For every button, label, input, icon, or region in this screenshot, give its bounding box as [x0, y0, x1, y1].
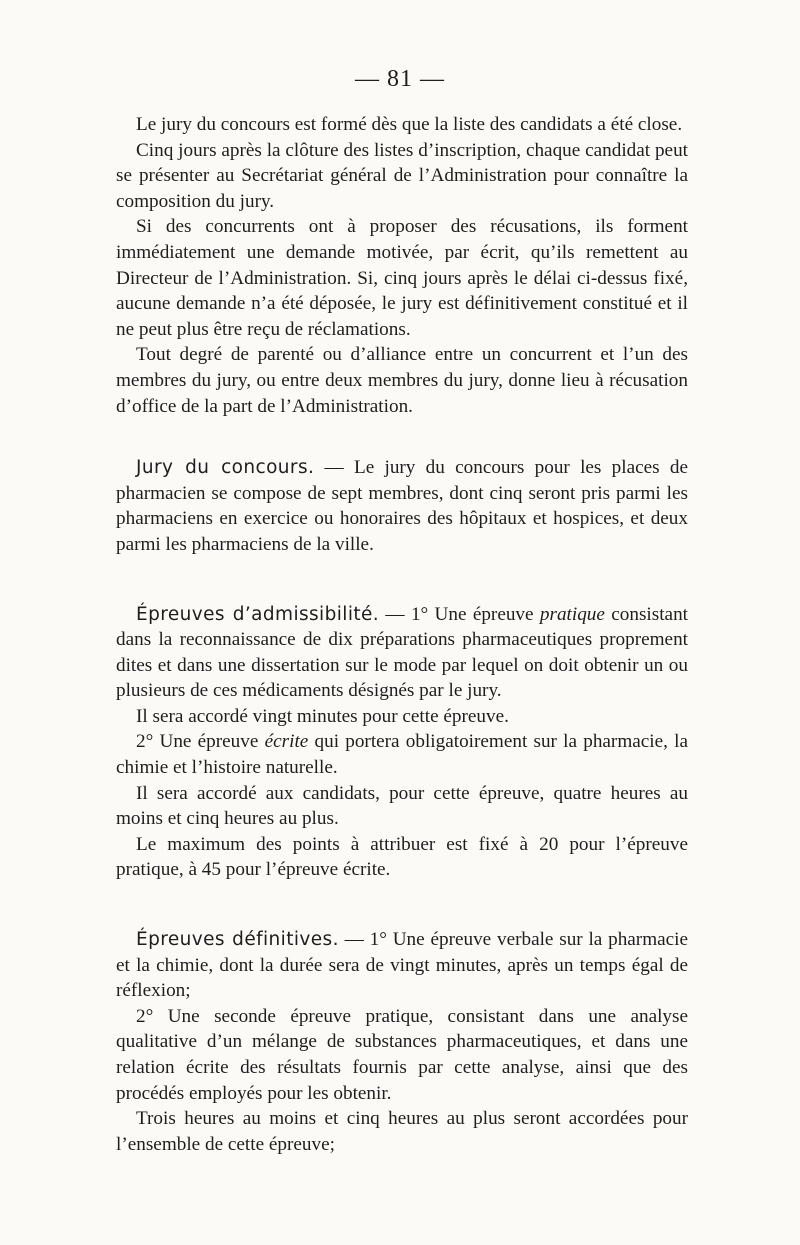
paragraph-admissibilite-3: [116, 729, 688, 780]
admissibilite-text-a: — 1° Une épreuve: [379, 603, 540, 625]
paragraph-recusations: Si des concurrents ont à proposer des récusations, ils forment immédiatement une demande motivée, par écrit, qu’ils remettent au Directeur de l’Administration. Si, cinq jours après le délai ci-dessus fixé, aucune demande n’a été déposée, le jury est définitivement constitué et il ne peut plus être reçu de réclamations.: [116, 216, 688, 340]
admissibilite-3-text-b: qui portera obligatoirement sur la pharmacie, la chimie et l’histoire naturelle.: [116, 731, 688, 779]
section-heading-jury: Jury du concours.: [136, 457, 315, 479]
section-admissibilite: [116, 602, 688, 884]
section-heading-definitives: Épreuves définitives.: [136, 929, 339, 951]
paragraph-definitives-1: [116, 927, 688, 1004]
paragraph-admissibilite-2: Il sera accordé vingt minutes pour cette épreuve.: [136, 705, 509, 727]
paragraph-admissibilite-1: [116, 602, 688, 704]
paragraph-admissibilite-4: Il sera accordé aux candidats, pour cette épreuve, quatre heures au moins et cinq heures au plus.: [116, 782, 688, 830]
paragraph-jury: [116, 455, 688, 557]
definitives-text-1: — 1° Une épreuve verbale sur la pharmacie et la chimie, dont la durée sera de vingt minutes, après un temps égal de réflexion;: [116, 929, 689, 1002]
page-number: — 81 —: [355, 66, 445, 92]
admissibilite-text-b: consistant dans la reconnaissance de dix préparations pharmaceutiques proprement dites et dans une dissertation sur le mode par lequel on doit obtenir un ou plusieurs de ces médicaments désignés par le jury.: [116, 603, 688, 702]
paragraph-jury-formation: Le jury du concours est formé dès que la liste des candidats a été close.: [136, 114, 683, 135]
admissibilite-em-ecrite: écrite: [264, 731, 309, 753]
paragraph-definitives-3: Trois heures au moins et cinq heures au plus seront accordées pour l’ensemble de cette épreuve;: [116, 1108, 688, 1155]
paragraph-composition-notice: Cinq jours après la clôture des listes d’inscription, chaque candidat peut se présenter au Secrétariat général de l’Administration pour connaître la composition du jury.: [116, 139, 688, 212]
paragraph-parente: Tout degré de parenté ou d’alliance entre un concurrent et l’un des membres du jury, ou entre deux membres du jury, donne lieu à récusation d’office de la part de l’Administration.: [116, 344, 688, 417]
admissibilite-3-text-a: 2° Une épreuve: [136, 731, 265, 753]
section-jury: [116, 455, 688, 557]
page-body: [116, 112, 688, 1157]
paragraph-admissibilite-5: Le maximum des points à attribuer est fixé à 20 pour l’épreuve pratique, à 45 pour l’épreuve écrite.: [116, 833, 688, 881]
jury-text: — Le jury du concours pour les places de pharmacien se compose de sept membres, dont cinq seront pris parmi les pharmaciens en exercice ou honoraires des hôpitaux et hospices, et deux parmi les pharmaciens de la ville.: [116, 457, 688, 555]
admissibilite-em-pratique: pratique: [539, 603, 605, 625]
section-heading-admissibilite: Épreuves d’admissibilité.: [136, 603, 380, 625]
section-definitives: [116, 927, 688, 1157]
paragraph-definitives-2: 2° Une seconde épreuve pratique, consistant dans une analyse qualitative d’un mélange de substances pharmaceutiques, et dans une relation écrite des résultats fournis par cette analyse, ainsi que des procédés employés pour les obtenir.: [116, 1005, 688, 1104]
